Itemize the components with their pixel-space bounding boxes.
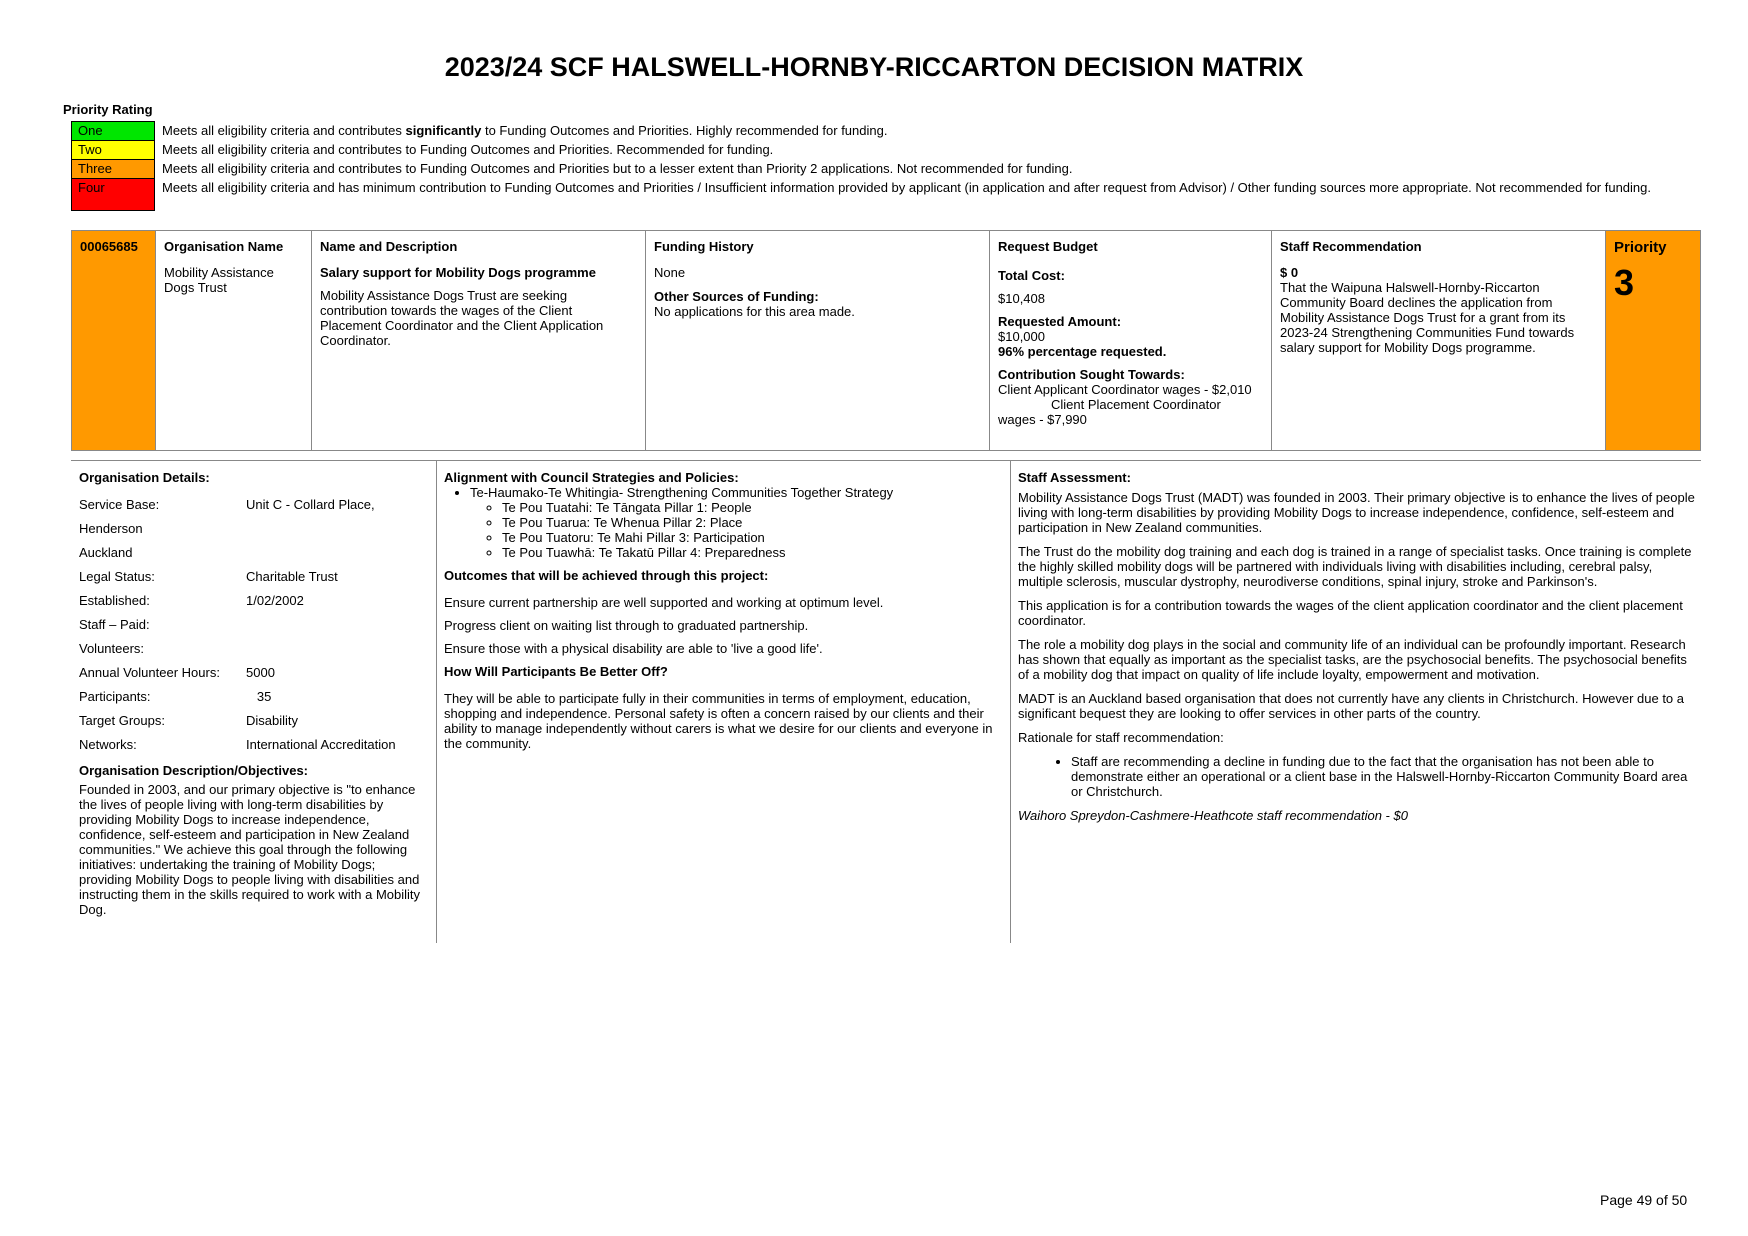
priority-row-four — [71, 178, 1651, 211]
detail-row: Henderson — [79, 521, 143, 536]
staff-recommendation-header: Staff Recommendation — [1280, 239, 1422, 254]
staff-assessment-section — [1018, 470, 1698, 823]
priority-rating-legend — [71, 121, 1651, 211]
request-budget-header: Request Budget — [998, 239, 1098, 254]
org-name: Mobility Assistance Dogs Trust — [164, 265, 274, 295]
outcome-item: Ensure current partnership are well supported and working at optimum level. — [444, 595, 884, 610]
funding-history-cell — [646, 231, 990, 450]
detail-row: Target Groups: Disability — [79, 713, 299, 728]
priority-value: 3 — [1614, 262, 1635, 303]
other-board-recommendation: Waihoro Spreydon-Cashmere-Heathcote staff recommendation - $0 — [1018, 808, 1408, 823]
priority-text-one: Meets all eligibility criteria and contributes significantly to Funding Outcomes and Priorities. Highly recommended for funding. — [162, 123, 888, 138]
description-cell — [312, 231, 646, 450]
pillar-item: ◦ Te Pou Tuawhā: Te Takatū Pillar 4: Preparedness — [502, 545, 1004, 560]
staff-recommendation-amount: $ 0 — [1280, 265, 1299, 280]
priority-swatch-three: Three — [71, 159, 155, 178]
better-off-heading: How Will Participants Be Better Off? — [444, 664, 668, 679]
column-divider-2 — [1010, 461, 1011, 943]
organisation-details — [79, 470, 429, 917]
priority-text-four: Meets all eligibility criteria and has minimum contribution to Funding Outcomes and Priorities / Insufficient information provided by applicant (in application and after request from Advisor) / Other funding sources more appropriate. Not recommended for funding. — [162, 180, 1652, 195]
contribution-line-1: Client Applicant Coordinator wages - $2,010 — [998, 382, 1252, 397]
rationale-list — [1018, 754, 1698, 799]
pillar-item: ◦ Te Pou Tuarua: Te Whenua Pillar 2: Place — [502, 515, 1004, 530]
page-number: Page 49 of 50 — [1600, 1192, 1688, 1208]
org-details-heading: Organisation Details: — [79, 470, 210, 485]
project-name: Salary support for Mobility Dogs programme — [320, 265, 596, 280]
priority-text-two: Meets all eligibility criteria and contributes to Funding Outcomes and Priorities. Recommended for funding. — [162, 142, 774, 157]
contribution-line-3: wages - $7,990 — [998, 412, 1087, 427]
section-divider — [71, 460, 1701, 461]
staff-recommendation-text: That the Waipuna Halswell-Hornby-Riccarton Community Board declines the application from Mobility Assistance Dogs Trust for a grant from its 2023-24 Strengthening Communities Fund towards salary support for Mobility Dogs programme. — [1280, 280, 1575, 355]
better-off-text: They will be able to participate fully in their communities in terms of employment, education, shopping and independence. Personal safety is often a concern raised by our clients and their ability to manage independently without carers is what we desire for our clients and everyone in the community. — [444, 691, 993, 751]
funding-history-value: None — [654, 265, 686, 280]
outcome-item: Progress client on waiting list through to graduated partnership. — [444, 618, 809, 633]
alignment-heading: Alignment with Council Strategies and Policies: — [444, 470, 739, 485]
column-divider-1 — [436, 461, 437, 943]
priority-text-three: Meets all eligibility criteria and contributes to Funding Outcomes and Priorities but to a lesser extent than Priority 2 applications. Not recommended for funding. — [162, 161, 1073, 176]
detail-row: Networks: International Accreditation — [79, 737, 396, 752]
detail-row: Auckland — [79, 545, 133, 560]
rationale-heading: Rationale for staff recommendation: — [1018, 730, 1224, 745]
priority-swatch-two: Two — [71, 140, 155, 159]
other-sources-value: No applications for this area made. — [654, 304, 855, 319]
staff-recommendation-cell — [1272, 231, 1606, 450]
rationale-item: • Staff are recommending a decline in funding due to the fact that the organisation has not been able to demonstrate either an operational or a client base in the Halswell-Hornby-Riccarton Community Board area or Christchurch. — [1071, 754, 1698, 799]
priority-swatch-one: One — [71, 121, 155, 140]
description-header: Name and Description — [320, 239, 458, 254]
priority-row-two — [71, 140, 1651, 159]
assessment-paragraph: Mobility Assistance Dogs Trust (MADT) was founded in 2003. Their primary objective is to enhance the lives of people living with long-term disabilities by providing Mobility Dogs to increase independence, confidence, self-esteem and participation in New Zealand communities. — [1018, 490, 1695, 535]
strategy-item: • Te-Haumako-Te Whitingia- Strengthening Communities Together Strategy ◦ Te Pou Tuatahi: Te Tāngata Pillar 1: People ◦ Te Pou Tuarua: Te Whenua Pillar 2: Place ◦ Te Pou Tuatoru: Te Mahi Pillar 3: Participation ◦ Te Pou Tuawhā: Te Takatū Pillar 4: Preparedness — [470, 485, 1004, 560]
detail-row: Service Base: Unit C - Collard Place, — [79, 497, 375, 512]
project-description: Mobility Assistance Dogs Trust are seeking contribution towards the wages of the Client Placement Coordinator and the Client Application Coordinator. — [320, 288, 604, 348]
priority-header: Priority — [1614, 239, 1667, 256]
strategy-list — [444, 485, 1004, 560]
detail-row: Legal Status: Charitable Trust — [79, 569, 338, 584]
pillar-item: ◦ Te Pou Tuatoru: Te Mahi Pillar 3: Participation — [502, 530, 1004, 545]
other-sources-label: Other Sources of Funding: — [654, 289, 819, 304]
total-cost-value: $10,408 — [998, 291, 1045, 306]
detail-row: Participants: 35 — [79, 689, 272, 704]
priority-cell — [1606, 231, 1700, 450]
objectives-heading: Organisation Description/Objectives: — [79, 763, 308, 778]
priority-swatch-four: Four — [71, 178, 155, 211]
detail-row: Established: 1/02/2002 — [79, 593, 304, 608]
percentage-requested: 96% percentage requested. — [998, 344, 1167, 359]
alignment-section — [444, 470, 1004, 751]
detail-row: Staff – Paid: — [79, 617, 150, 632]
application-summary-row — [71, 230, 1701, 451]
org-name-header: Organisation Name — [164, 239, 284, 254]
requested-amount-value: $10,000 — [998, 329, 1045, 344]
contribution-label: Contribution Sought Towards: — [998, 367, 1185, 382]
assessment-paragraph: The Trust do the mobility dog training and each dog is trained in a range of specialist tasks. Once training is complete the highly skilled mobility dogs will be partnered with individuals living with disabilities including, cerebral palsy, multiple sclerosis, muscular dystrophy, neurodiverse conditions, spinal injury, stroke and Parkinson's. — [1018, 544, 1692, 589]
requested-amount-label: Requested Amount: — [998, 314, 1122, 329]
page-title: 2023/24 SCF HALSWELL-HORNBY-RICCARTON DECISION MATRIX — [444, 52, 1304, 82]
contribution-line-2: Client Placement Coordinator — [1051, 397, 1221, 412]
assessment-paragraph: The role a mobility dog plays in the social and community life of an individual can be profoundly important. Research has shown that equally as important as the specialist tasks, are the psychosocial benefits. The psychosocial benefits of a mobility dog that impact on quality of life include loyalty, empowerment and motivation. — [1018, 637, 1687, 682]
staff-assessment-heading: Staff Assessment: — [1018, 470, 1131, 485]
funding-history-header: Funding History — [654, 239, 754, 254]
outcome-item: Ensure those with a physical disability are able to 'live a good life'. — [444, 641, 823, 656]
assessment-paragraph: This application is for a contribution towards the wages of the client application coordinator and the client placement coordinator. — [1018, 598, 1683, 628]
priority-row-three — [71, 159, 1651, 178]
org-name-cell — [156, 231, 312, 450]
pillar-item: ◦ Te Pou Tuatahi: Te Tāngata Pillar 1: People — [502, 500, 1004, 515]
objectives-text: Founded in 2003, and our primary objective is "to enhance the lives of people living with long-term disabilities by providing Mobility Dogs to increase independence, confidence, self-esteem and participation in New Zealand communities." We achieve this goal through the following initiatives: undertaking the training of Mobility Dogs; providing Mobility Dogs to people living with disabilities and instructing them in the skills required to work with a Mobility Dog. — [79, 782, 421, 917]
assessment-paragraph: MADT is an Auckland based organisation that does not currently have any clients in Christchurch. However due to a significant bequest they are looking to offer services in other parts of the country. — [1018, 691, 1685, 721]
application-id: 00065685 — [72, 231, 156, 450]
total-cost-label: Total Cost: — [998, 268, 1065, 283]
pillar-list — [470, 500, 1004, 560]
detail-row: Annual Volunteer Hours: 5000 — [79, 665, 275, 680]
priority-row-one — [71, 121, 1651, 140]
detail-row: Volunteers: — [79, 641, 145, 656]
request-budget-cell — [990, 231, 1272, 450]
outcomes-heading: Outcomes that will be achieved through this project: — [444, 568, 769, 583]
priority-rating-heading: Priority Rating — [63, 102, 153, 117]
